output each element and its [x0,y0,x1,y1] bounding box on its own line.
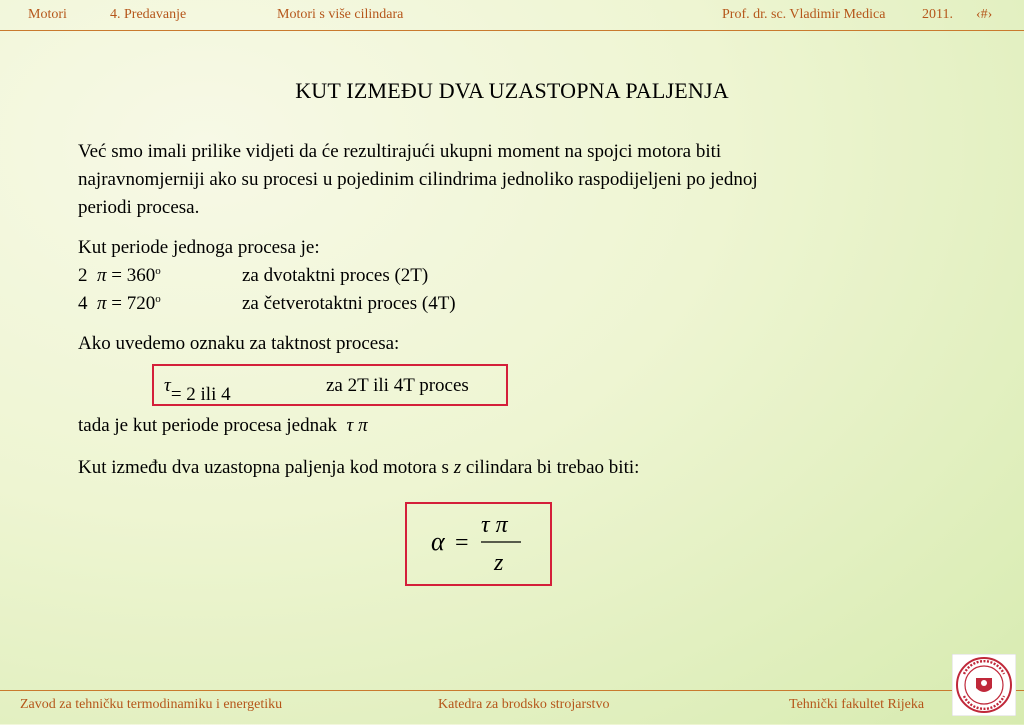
footer-center: Katedra za brodsko strojarstvo [438,697,610,712]
footer-right: Tehnički fakultet Rijeka [789,697,925,712]
interval-intro-line [78,454,639,482]
footer-left: Zavod za tehničku termodinamiku i energetiku [20,697,283,712]
slide-header [0,0,1024,31]
alpha-formula [407,504,550,584]
seal-icon [952,654,1016,716]
tau-symbol: τ [164,375,171,396]
row-2t-eq: = 360 [111,265,156,286]
degree-symbol: o [155,293,161,305]
para1-line3: periodi procesa. [78,197,200,218]
para1-line2: najravnomjerniji ako su procesi u pojedinim cilindrima jednoliko raspodijeljeni po jednoj [78,169,758,190]
period-intro: Kut periode jednoga procesa je: [78,237,320,258]
header-slide-number: ‹#› [976,7,993,22]
period-result-line [78,412,368,440]
header-author: Prof. dr. sc. Vladimir Medica [722,7,886,22]
row-2t-desc: za dvotaktni proces (2T) [242,265,429,286]
row-2t-coef: 2 [78,265,88,286]
alpha-formula-box [405,502,552,586]
period-row-4t [78,290,938,318]
tau-definition-box [152,364,508,406]
header-course: Motori [28,7,67,22]
degree-symbol: o [155,265,161,277]
interval-intro-a: Kut između dva uzastopna paljenja kod motora s [78,457,449,478]
slide-footer [0,690,1024,725]
numerator-tau-pi: τ π [481,512,508,538]
interval-intro-b: cilindara bi trebao biti: [465,457,640,478]
para1-line1: Već smo imali prilike vidjeti da će rezultirajući ukupni moment na spojci motora biti [78,141,722,162]
tau-definition: τ = 2 ili 4 [164,375,231,405]
row-4t-desc: za četverotaktni proces (4T) [242,293,456,314]
header-topic: Motori s više cilindara [277,7,404,22]
pi-symbol: π [92,265,112,286]
faculty-seal-logo [952,654,1016,716]
pi-symbol: π [92,293,112,314]
header-lecture: 4. Predavanje [110,7,187,22]
header-year: 2011. [922,7,953,22]
interval-variable: z [453,457,462,478]
slide-title: KUT IZMEĐU DVA UZASTOPNA PALJENJA [295,78,729,103]
denominator-z: z [494,550,504,576]
equals-sign: = [455,530,469,556]
period-row-2t [78,262,938,290]
tau-pi-expression: τ π [341,415,368,436]
takt-intro: Ako uvedemo oznaku za taktnost procesa: [78,333,400,354]
row-4t-eq: = 720 [111,293,156,314]
period-result-text: tada je kut periode procesa jednak [78,415,338,436]
alpha-symbol: α [431,527,445,556]
tau-description: za 2T ili 4T proces [326,375,469,396]
slide-body [78,138,938,358]
row-4t-coef: 4 [78,293,88,314]
